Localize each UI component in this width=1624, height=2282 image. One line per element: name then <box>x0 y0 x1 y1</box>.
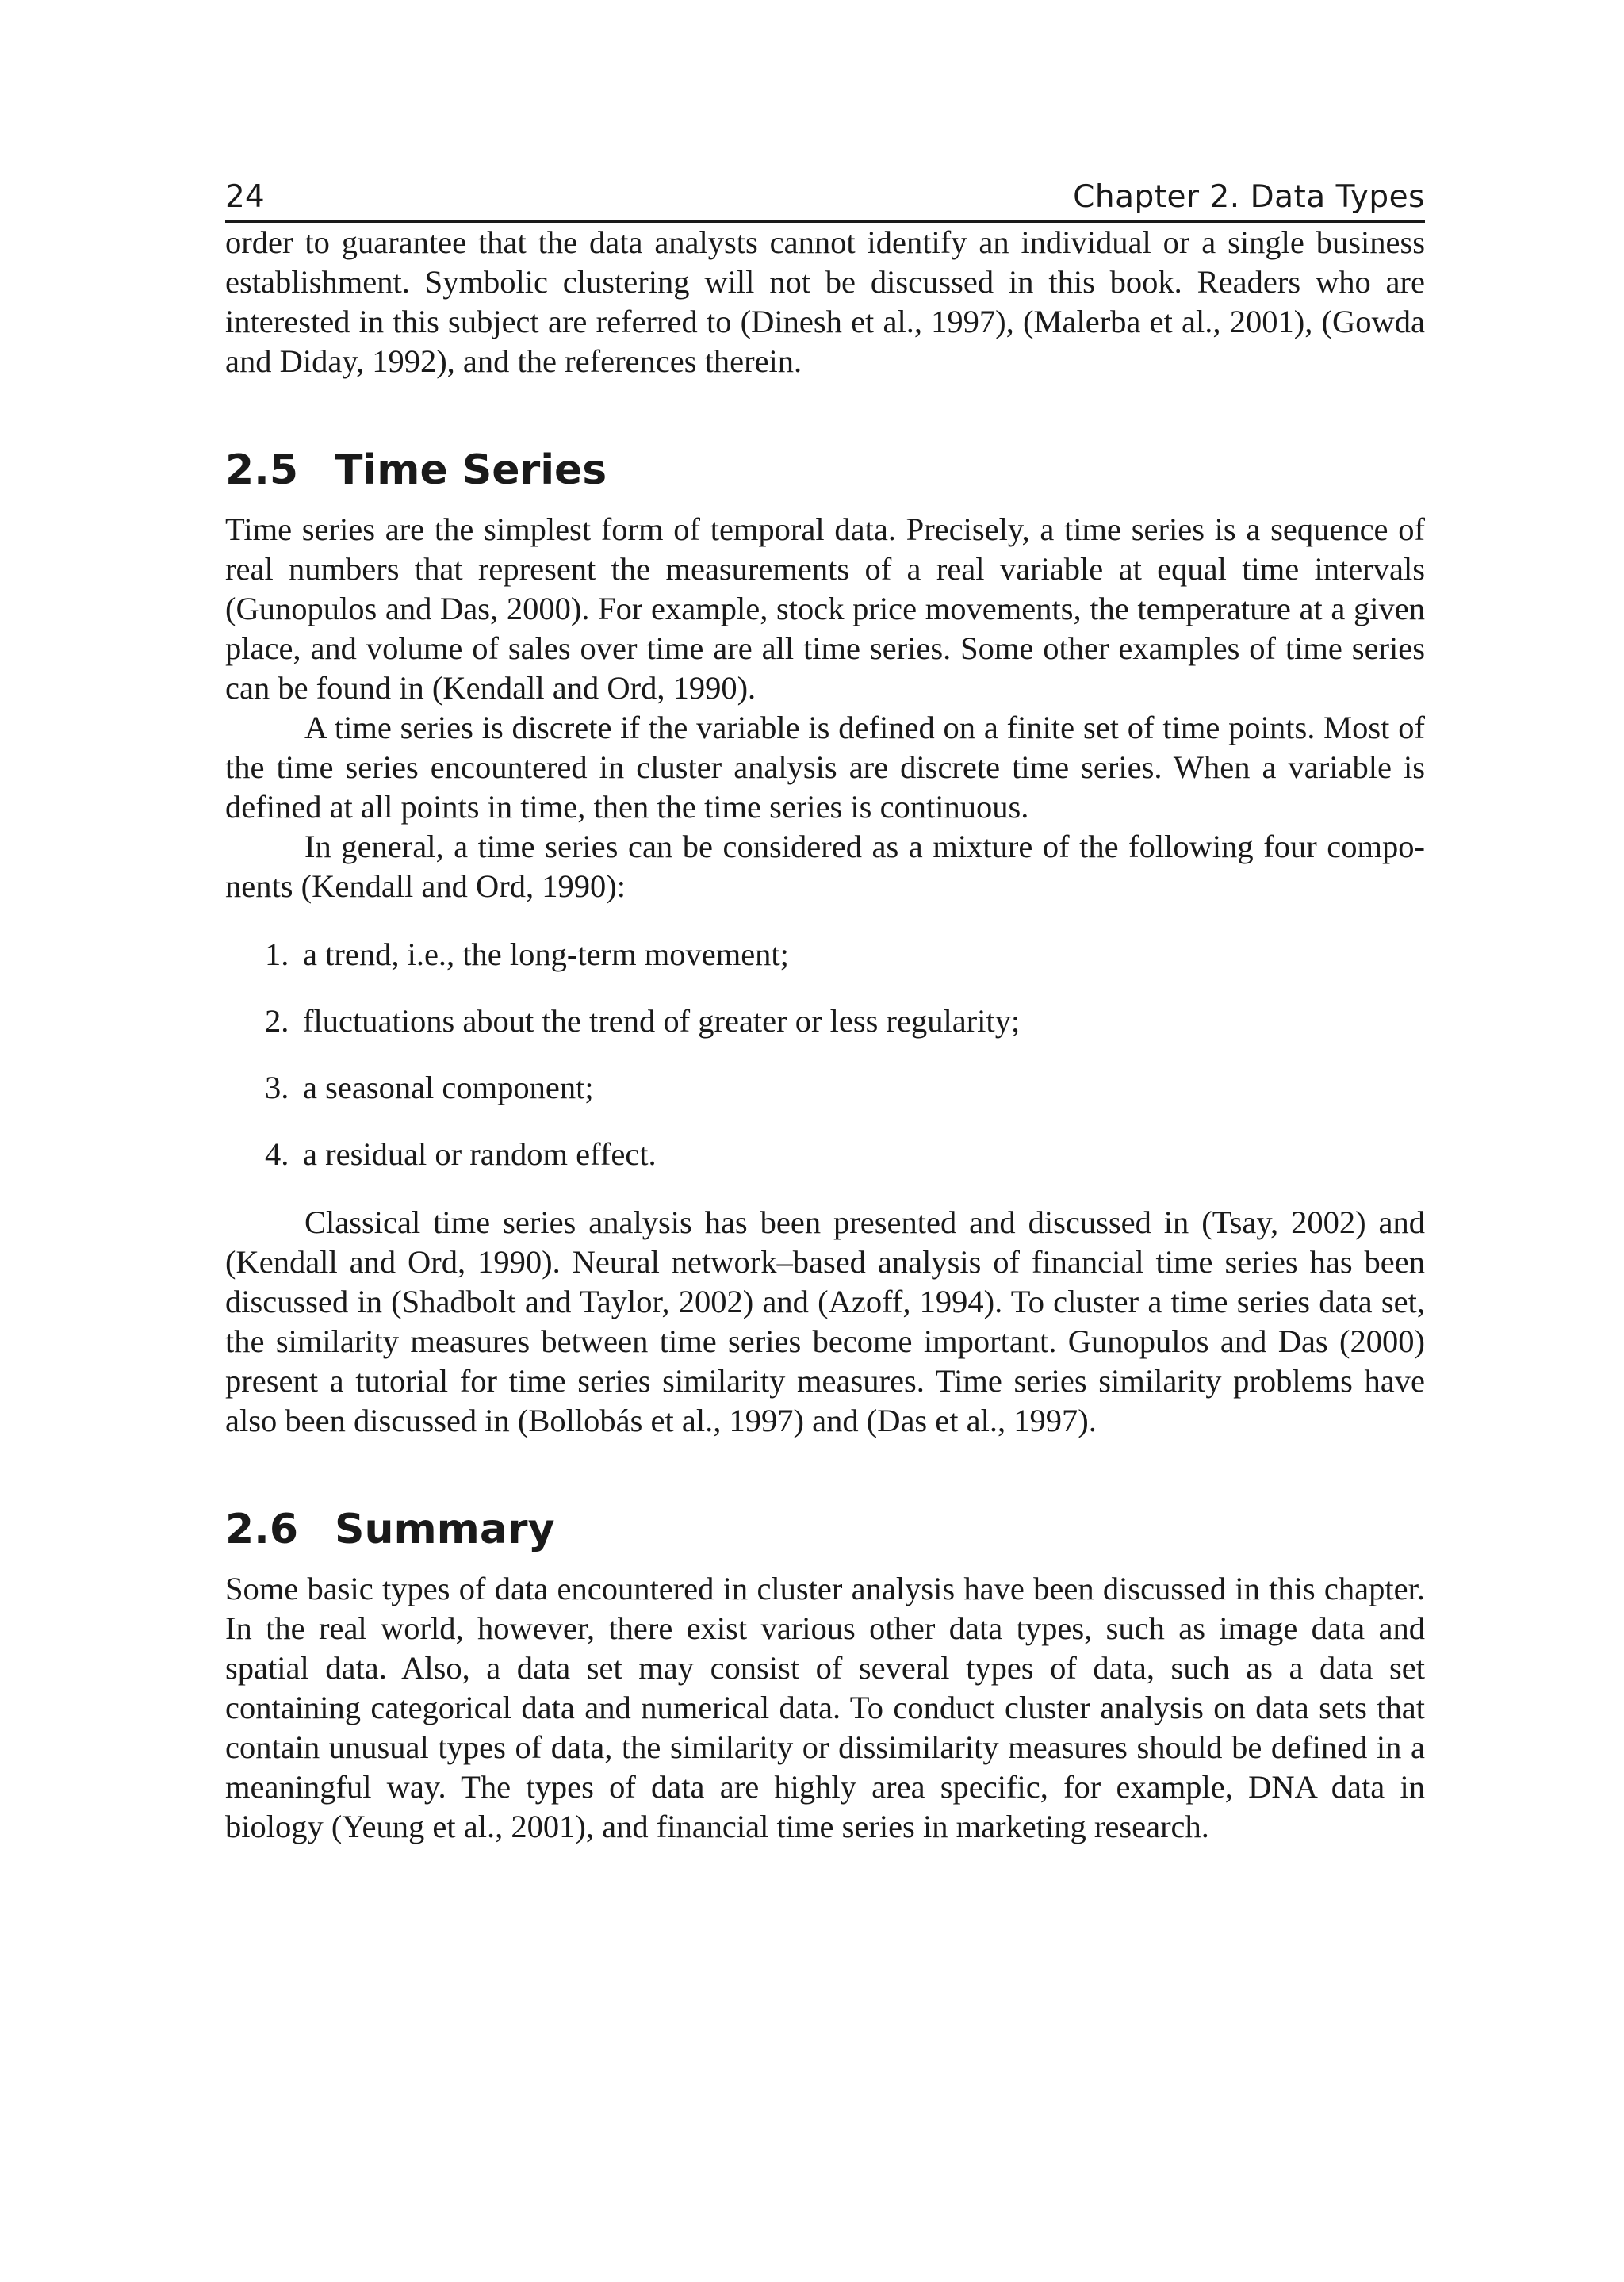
section-heading-summary <box>225 1504 1425 1555</box>
paragraph: A time series is discrete if the variable is defined on a finite set of time points. Most of the time series encountered in cluster analysis are discrete time series. When a variable is defined at all points in time, then the time series is continuous. <box>225 710 1425 825</box>
list-marker: 1. <box>265 936 289 972</box>
section-number: 2.5 <box>225 446 299 494</box>
list-item-text: fluctuations about the trend of greater or less regularity; <box>303 1003 1021 1039</box>
list-item <box>225 935 1425 974</box>
list-marker: 2. <box>265 1003 289 1039</box>
paragraph: In general, a time series can be considered as a mixture of the following four components (Kendall and Ord, 1990): <box>225 829 1425 904</box>
list-item-text: a residual or random effect. <box>303 1136 657 1172</box>
section-title: Summary <box>335 1506 555 1553</box>
paragraph: Time series are the simplest form of temporal data. Precisely, a time series is a sequence of real numbers that represent the measurements of a real variable at equal time intervals (Gunopulos and Das, 2000). For example, stock price movements, the temperature at a given place, and volume of sales over time are all time series. Some other examples of time series can be found in (Kendall and Ord, 1990). <box>225 511 1425 706</box>
list-item-text: a trend, i.e., the long-term movement; <box>303 936 789 972</box>
section-heading-time-series <box>225 445 1425 496</box>
section-title: Time Series <box>335 446 607 494</box>
chapter-title: Chapter 2. Data Types <box>1073 179 1425 215</box>
components-list <box>225 935 1425 1174</box>
list-item <box>225 1068 1425 1108</box>
book-page <box>225 179 1425 1847</box>
page-body <box>225 223 1425 1847</box>
list-item <box>225 1135 1425 1174</box>
list-marker: 4. <box>265 1136 289 1172</box>
list-item-text: a seasonal component; <box>303 1070 594 1105</box>
list-item <box>225 1001 1425 1041</box>
intro-paragraph: order to guarantee that the data analysts cannot identify an individual or a single business establishment. Symbolic clustering will not be discussed in this book. Readers who are interested in this subject are referred to (Dinesh et al., 1997), (Malerba et al., 2001), (Gowda and Diday, 1992), and the references therein. <box>225 224 1425 379</box>
page-number: 24 <box>225 179 265 215</box>
section-number: 2.6 <box>225 1506 299 1553</box>
running-header <box>225 179 1425 223</box>
paragraph: Some basic types of data encountered in cluster analysis have been discussed in this chapter. In the real world, however, there exist various other data types, such as image data and spatial data. Also, a data set may consist of several types of data, such as a data set containing categorical data and numerical data. To conduct cluster analysis on data sets that contain unusual types of data, the similarity or dissimilarity measures should be defined in a meaningful way. The types of data are highly area specific, for example, DNA data in biology (Yeung et al., 2001), and financial time series in marketing research. <box>225 1571 1425 1844</box>
paragraph: Classical time series analysis has been presented and discussed in (Tsay, 2002) and (Kendall and Ord, 1990). Neural network–based analysis of financial time series has been discussed in (Shadbolt and Taylor, 2002) and (Azoff, 1994). To cluster a time series data set, the similarity measures between time series become important. Gunopulos and Das (2000) present a tutorial for time series similarity measures. Time series similarity problems have also been discussed in (Bollobás et al., 1997) and (Das et al., 1997). <box>225 1204 1425 1438</box>
list-marker: 3. <box>265 1070 289 1105</box>
